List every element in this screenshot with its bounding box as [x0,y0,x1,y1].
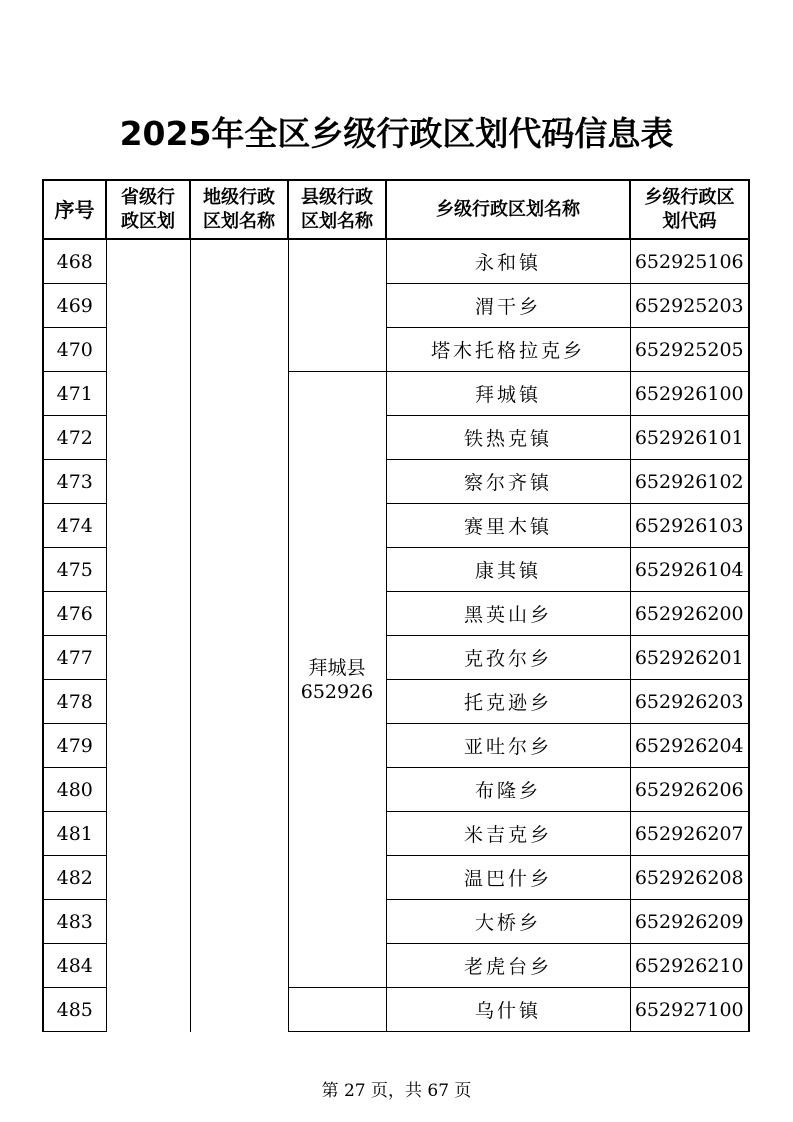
row-township-name: 米吉克乡 [386,812,630,856]
row-township-name: 渭干乡 [386,284,630,328]
county-code: 652926 [300,680,374,703]
row-township-name: 赛里木镇 [386,504,630,548]
header-county [288,180,386,239]
row-township-name: 察尔齐镇 [386,460,630,504]
row-seq: 472 [43,416,106,460]
page-footer: 第 27 页，共 67 页 [321,1081,472,1101]
table-row [43,239,749,284]
row-seq: 469 [43,284,106,328]
row-code: 652926204 [630,724,749,768]
row-township-name: 亚吐尔乡 [386,724,630,768]
row-township-name: 温巴什乡 [386,856,630,900]
row-code: 652926209 [630,900,749,944]
row-township-name: 布隆乡 [386,768,630,812]
township-code-table [42,179,750,1032]
header-prefecture [190,180,288,239]
header-province-line1: 省级行 [121,186,175,208]
row-township-name: 永和镇 [386,239,630,284]
row-code: 652925106 [630,239,749,284]
prefecture-cell [190,239,288,1032]
row-township-name: 黑英山乡 [386,592,630,636]
header-code [630,180,749,239]
row-code: 652926200 [630,592,749,636]
table-header-row [43,180,749,239]
row-code: 652926104 [630,548,749,592]
row-seq: 475 [43,548,106,592]
county-cell-previous [288,239,386,372]
row-seq: 478 [43,680,106,724]
province-cell [106,239,190,1032]
row-code: 652925203 [630,284,749,328]
row-code: 652926101 [630,416,749,460]
row-code: 652926208 [630,856,749,900]
header-township: 乡级行政区划名称 [386,180,630,239]
row-seq: 476 [43,592,106,636]
row-seq: 480 [43,768,106,812]
row-code: 652926102 [630,460,749,504]
header-province-line2: 政区划 [121,210,175,232]
row-seq: 477 [43,636,106,680]
row-seq: 485 [43,988,106,1032]
row-seq: 481 [43,812,106,856]
header-county-line2: 区划名称 [301,210,373,232]
county-name: 拜城县 [308,656,366,679]
row-seq: 474 [43,504,106,548]
header-prefecture-line1: 地级行政 [203,186,275,208]
row-seq: 471 [43,372,106,416]
row-seq: 484 [43,944,106,988]
row-township-name: 塔木托格拉克乡 [386,328,630,372]
header-county-line1: 县级行政 [301,186,373,208]
row-code: 652926203 [630,680,749,724]
row-code: 652926210 [630,944,749,988]
row-seq: 479 [43,724,106,768]
header-code-line2: 划代码 [662,210,717,232]
county-cell-baicheng [288,372,386,988]
row-township-name: 乌什镇 [386,988,630,1032]
row-seq: 483 [43,900,106,944]
row-township-name: 托克逊乡 [386,680,630,724]
row-code: 652926206 [630,768,749,812]
header-province [106,180,190,239]
header-prefecture-line2: 区划名称 [203,210,275,232]
row-township-name: 铁热克镇 [386,416,630,460]
row-code: 652926207 [630,812,749,856]
row-seq: 482 [43,856,106,900]
row-township-name: 老虎台乡 [386,944,630,988]
row-seq: 470 [43,328,106,372]
header-seq: 序号 [43,180,106,239]
row-township-name: 拜城镇 [386,372,630,416]
row-code: 652925205 [630,328,749,372]
county-cell-next [288,988,386,1032]
row-code: 652926201 [630,636,749,680]
row-seq: 468 [43,239,106,284]
row-code: 652926100 [630,372,749,416]
row-township-name: 康其镇 [386,548,630,592]
row-code: 652926103 [630,504,749,548]
row-township-name: 克孜尔乡 [386,636,630,680]
header-code-line1: 乡级行政区 [644,186,735,208]
row-code: 652927100 [630,988,749,1032]
page-title: 2025年全区乡级行政区划代码信息表 [119,114,674,153]
row-township-name: 大桥乡 [386,900,630,944]
row-seq: 473 [43,460,106,504]
